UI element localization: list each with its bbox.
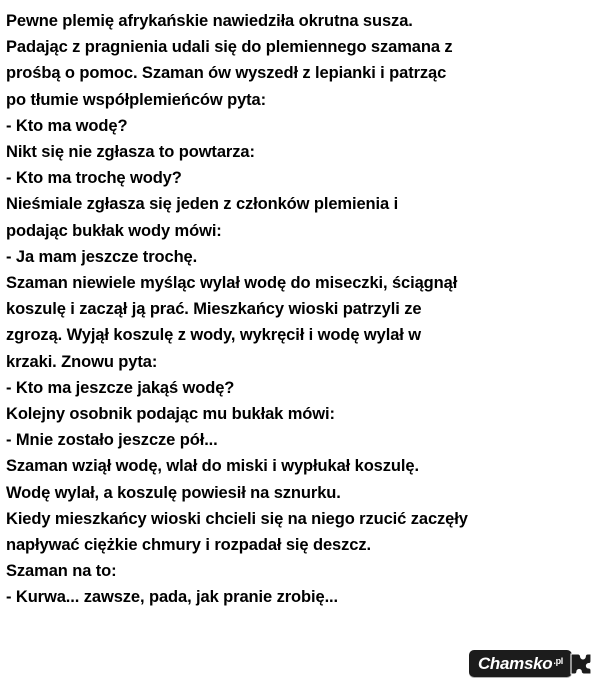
joke-line: Nikt się nie zgłasza to powtarza: xyxy=(6,143,255,162)
watermark-suffix: .pl xyxy=(553,655,563,666)
joke-line: koszulę i zaczął ją prać. Mieszkańcy wioski patrzyli ze xyxy=(6,300,422,319)
watermark xyxy=(469,646,594,680)
joke-line: Padając z pragnienia udali się do plemiennego szamana z xyxy=(6,38,453,57)
joke-line: Pewne plemię afrykańskie nawiedziła okrutna susza. xyxy=(6,12,413,30)
joke-line: zgrozą. Wyjął koszulę z wody, wykręcił i wodę wylał w xyxy=(6,326,421,345)
joke-line: napływać ciężkie chmury i rozpadał się deszcz. xyxy=(6,536,371,555)
joke-line: po tłumie współplemieńców pyta: xyxy=(6,90,267,109)
watermark-brand: Chamsko xyxy=(477,653,553,673)
joke-line: - Mnie zostało jeszcze pół... xyxy=(6,431,218,450)
puzzle-piece-icon xyxy=(568,651,594,677)
joke-line: - Kto ma trochę wody? xyxy=(6,169,182,188)
joke-line: Szaman na to: xyxy=(6,562,117,581)
joke-body xyxy=(6,8,594,611)
joke-line: - Ja mam jeszcze trochę. xyxy=(6,247,198,266)
joke-line: podając bukłak wody mówi: xyxy=(6,221,222,240)
joke-line: Szaman wziął wodę, wlał do miski i wypłukał koszulę. xyxy=(6,457,419,476)
joke-line: krzaki. Znowu pyta: xyxy=(6,352,158,371)
joke-line: Kolejny osobnik podając mu bukłak mówi: xyxy=(6,405,335,424)
joke-line: - Kto ma wodę? xyxy=(6,116,128,135)
joke-line: - Kto ma jeszcze jakąś wodę? xyxy=(6,378,235,397)
joke-line: Nieśmiale zgłasza się jeden z członków plemienia i xyxy=(6,195,399,214)
joke-line: Wodę wylał, a koszulę powiesił na sznurku. xyxy=(6,483,341,502)
watermark-badge xyxy=(469,650,572,677)
joke-line: Szaman niewiele myśląc wylał wodę do miseczki, ściągnął xyxy=(6,274,458,293)
joke-line: prośbą o pomoc. Szaman ów wyszedł z lepianki i patrząc xyxy=(6,64,447,83)
joke-line: - Kurwa... zawsze, pada, jak pranie zrobię... xyxy=(6,588,339,607)
joke-line: Kiedy mieszkańcy wioski chcieli się na niego rzucić zaczęły xyxy=(6,509,468,528)
